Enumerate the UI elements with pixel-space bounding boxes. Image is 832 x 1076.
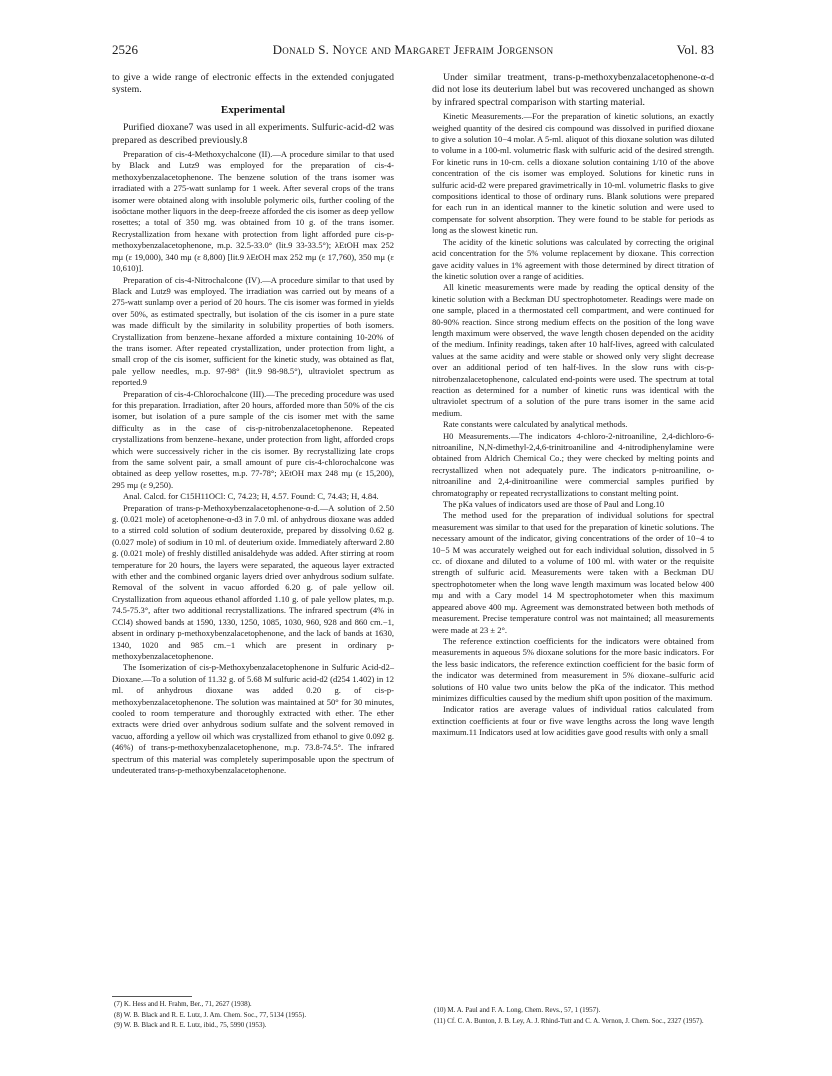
footnote: (8) W. B. Black and R. E. Lutz, J. Am. Chem. Soc., 77, 5134 (1955). <box>114 1010 307 1019</box>
paragraph: Under similar treatment, trans-p-methoxybenzalacetophenone-α-d did not lose its deuterium label but was recovered unchanged as shown by infrared spectral comparison with starting material. <box>432 72 714 108</box>
paragraph: The method used for the preparation of individual solutions for spectral measurement was similar to that used for the preparation of kinetic solutions. The necessary amount of the indicator, giving concentrations of the order of 10−4 to 10−5 M was accurately weighed out for each individual solution, dissolved in 5 cc. of dioxane and diluted to a volume of 100 ml. with water or the requisite strength of sulfuric acid. Measurements were taken with a Beckman DU spectrophotometer when the long wave length maximum was located below 400 mμ and with a Cary model 14 M spectrophotometer when this maximum appeared above 400 mμ. Agreement was demonstrated between both methods of measurement. Precise temperature control was not maintained; all measurements were made at 23 ± 2°. <box>432 510 714 635</box>
paragraph: The Isomerization of cis-p-Methoxybenzalacetophenone in Sulfuric Acid-d2–Dioxane.—To a solution of 11.32 g. of 5.68 M sulfuric acid-d2 (d254 1.402) in 12 ml. of anhydrous dioxane was added 0.20 g. of cis-p-methoxybenzalacetophenone. The solution was maintained at 50° for 30 minutes, cooled to room temperature and thoroughly extracted with ether. The ether extracts were dried over anhydrous sodium sulfate and the solvent removed in vacuo, affording a yellow oil which was crystallized from ethanol to give 0.092 g. (46%) of trans-p-methoxybenzalacetophenone, m.p. 73.8-74.5°. The infrared spectrum of this material was completely superimposable upon the spectrum of undeuterated trans-p-methoxybenzalacetophenone. <box>112 662 394 775</box>
running-header <box>112 42 714 62</box>
left-column <box>112 72 394 776</box>
footnote-rule <box>112 996 192 997</box>
paragraph: The pKa values of indicators used are those of Paul and Long.10 <box>443 499 665 510</box>
paragraph: Preparation of cis-4-Nitrochalcone (IV).—A procedure similar to that used by Black and Lutz9 was employed. The irradiation was carried out by means of a 275-watt sunlamp over a period of 20 hours. The cis isomer was formed in yields over 50%, as estimated spectrally, but isolation of the cis isomer in a pure state was made difficult by the similarity in solubility properties of both isomers. Crystallization from benzene–hexane afforded a mixture containing 10-20% of the trans isomer. After repeated crystallization, under protection from light, a small crop of the cis isomer, sufficient for the kinetic study, was obtained as flat, pale yellow needles, m.p. 97-98° (lit.9 98-98.5°), ultraviolet spectrum as reported.9 <box>112 274 394 388</box>
volume-label: Vol. 83 <box>676 42 714 57</box>
intro-text: to give a wide range of electronic effects in the extended conjugated system. <box>112 72 394 96</box>
paragraph: Indicator ratios are average values of individual ratios calculated from extinction coefficients at four or five wave lengths across the long wave length maximum.11 Indicators used at low acidities gave good results with only a small <box>432 704 714 738</box>
paragraph: Preparation of cis-4-Chlorochalcone (III).—The preceding procedure was used for this preparation. Irradiation, after 20 hours, afforded more than 50% of the cis isomer, but isolation of a pure sample of the cis isomer met with the same difficulty as in the case of cis-p-nitrobenzalacetophenone. Repeated crystallizations from benzene–hexane, under protection from light, afforded crops which were successively richer in the cis isomer. By recrystallizing late crops from the same solvent pair, a small amount of pure cis-4-chlorochalcone was obtained as deep yellow rosettes, m.p. 77-78°; λEtOH max 248 mμ (ε 15,200), 295 mμ (ε 9,250). <box>112 388 394 490</box>
paragraph: Rate constants were calculated by analytical methods. <box>443 419 628 430</box>
paragraph: The acidity of the kinetic solutions was calculated by correcting the original acid concentration for the 5% volume replacement by dioxane. This correction gave acidity values in 1% agreement with those determined by direct titration of the kinetic solution over a range of acidities. <box>432 236 714 281</box>
paragraph: Purified dioxane7 was used in all experiments. Sulfuric-acid-d2 was prepared as described previously.8 <box>112 122 394 146</box>
footnote: (9) W. B. Black and R. E. Lutz, ibid., 75, 5990 (1953). <box>114 1021 267 1030</box>
paragraph: The reference extinction coefficients for the indicators were obtained from measurements in aqueous 5% dioxane solutions for the more basic indicators. For the less basic indicators, the reference extinction coefficient for the basic form of the indicator was determined from measurement in 5% dioxane–sulfuric acid solutions of H0 value two units below the pKa of the indicator. This method minimizes difficulties caused by the medium shift upon position of the maximum. <box>432 635 714 703</box>
paragraph: H0 Measurements.—The indicators 4-chloro-2-nitroaniline, 2,4-dichloro-6-nitroaniline, N,N-dimethyl-2,4,6-trinitroaniline and 4-nitrodiphenylamine were obtained from Aldrich Chemical Co.; they were checked by melting points and recrystallized when not adequately pure. The indicators p-nitroaniline, o-nitroaniline and 2,4-dinitroaniline were commercial samples purified by chromatography or repeated recrystallizations to constant melting point. <box>432 430 714 498</box>
left-footnotes <box>112 996 394 1032</box>
section-title: Experimental <box>220 103 286 116</box>
right-footnotes <box>432 1006 714 1027</box>
paragraph: Preparation of trans-p-Methoxybenzalacetophenone-α-d.—A solution of 2.50 g. (0.021 mole) of acetophenone-α-d3 in 7.0 ml. of anhydrous dioxane was added to a stirred cold solution of sodium deuteroxide, prepared by dissolving 0.62 g. (0.027 mole) of sodium in 10 ml. of deuterium oxide. Immediately afterward 2.80 g. (0.021 mole) of freshly distilled anisaldehyde was added. After stirring at room temperature for 20 hours, the layers were separated, the aqueous layer extracted with ether and the combined organic layers dried over anhydrous sodium sulfate. Removal of the solvent in vacuo afforded 6.20 g. of pale yellow oil. Crystallization from aqueous ethanol afforded 1.10 g. of pale yellow plates, m.p. 74.5-75.3°, after two additional recrystallizations. The infrared spectrum (4% in CCl4) showed bands at 1590, 1330, 1250, 1085, 1030, 960, 928 and 860 cm.−1, absent in ordinary p-methoxybenzalacetophenone, and the lack of bands at 1630, 1340, 1020 and 985 cm.−1 which are present in ordinary p-methoxybenzalacetophenone. <box>112 502 394 661</box>
paragraph: Kinetic Measurements.—For the preparation of kinetic solutions, an exactly weighed quantity of the desired cis compound was dissolved in purified dioxane to give a solution 10−4 molar. A 5-ml. aliquot of this dioxane solution was diluted to volume in a 100-ml. volumetric flask with sulfuric acid of the desired strength. For kinetic runs in 10-cm. cells a dioxane solution containing 1/10 of the above concentration of the cis isomer was employed. Solutions for kinetic runs in sulfuric acid-d2 were prepared gravimetrically in 10-ml. volumetric flasks to give compositions identical to those of ordinary runs. Blank solutions were prepared for each run in an identical manner to the kinetic solution and were used to compensate for solvent absorption. They were found to be stable for periods as long as the slowest kinetic run. <box>432 111 714 236</box>
paragraph: All kinetic measurements were made by reading the optical density of the kinetic solution with a Beckman DU spectrophotometer. Readings were made on one sample, placed in a thermostated cell compartment, and were continued for 80-90% reaction. Since strong medium effects on the position of the long wave length maximum were observed, the wave length chosen depended on the acidity of the medium. Infinity readings, taken after 10 half-lives, agreed with calculated values at the same acidity and were stable or showed only very slight decrease over an additional period of ten half-lives. In the slow runs with cis-p-nitrobenzalacetophenone, calculated end-points were used. The spectrum at total reaction as determined for a number of kinetic runs was identical with the ultraviolet spectrum of a solution of the pure trans isomer in the same acid medium. <box>432 282 714 418</box>
right-column <box>432 72 714 739</box>
footnote: (7) K. Hess and H. Frahm, Ber., 71, 2627 (1938). <box>114 1000 252 1008</box>
page-number: 2526 <box>112 42 138 57</box>
footnote: (10) M. A. Paul and F. A. Long, Chem. Revs., 57, 1 (1957). <box>434 1006 601 1014</box>
footnote: (11) Cf. C. A. Bunton, J. B. Ley, A. J. Rhind-Tutt and C. A. Vernon, J. Chem. Soc., 2327 (1957). <box>434 1016 704 1025</box>
paragraph: Preparation of cis-4-Methoxychalcone (II).—A procedure similar to that used by Black and Lutz9 was employed for the preparation of cis-4-methoxybenzalacetophenone. The benzene solution of the trans isomer was irradiated with a 275-watt sunlamp for 1 week. After several crops of the trans isomer were obtained along with insoluble polymeric oils, further cooling of the isoöctane mother liquors in the deep-freeze afforded the cis isomer as deep yellow rosettes; a total of 350 mg. was obtained from 10 g. of the trans isomer. Recrystallization from hexane with protection from light afforded pure cis-p-methoxybenzalacetophenone, m.p. 32.5-33.0° (lit.9 33-33.5°); λEtOH max 252 mμ (ε 19,000), 340 mμ (ε 8,800) [lit.9 λEtOH max 252 mμ (ε 17,760), 350 mμ (ε 10,610)]. <box>112 149 394 274</box>
running-title: Donald S. Noyce and Margaret Jefraim Jorgenson <box>272 42 554 57</box>
paragraph: Anal. Calcd. for C15H11OCl: C, 74.23; H, 4.57. Found: C, 74.43; H, 4.84. <box>123 491 379 502</box>
